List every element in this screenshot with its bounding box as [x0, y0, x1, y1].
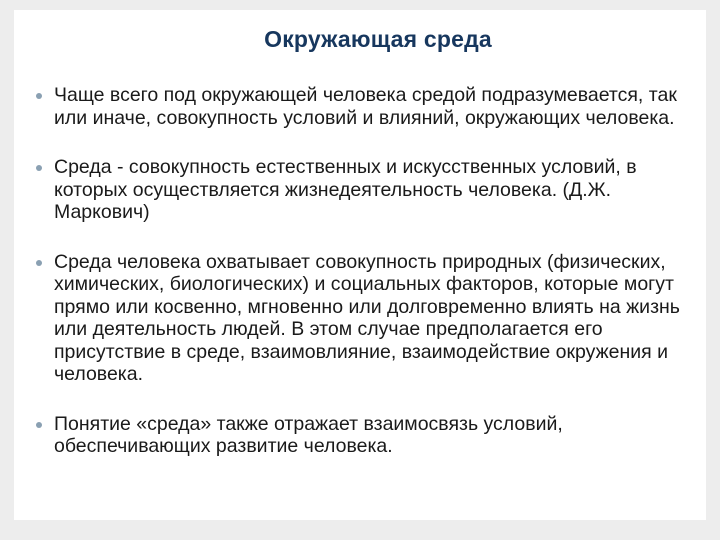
- bullet-text: Понятие «среда» также отражает взаимосвязь условий, обеспечивающих развитие человека.: [54, 412, 563, 457]
- bullet-item: [28, 156, 692, 224]
- bullet-dot-icon: [36, 422, 42, 428]
- bullet-list: [28, 84, 692, 485]
- bullet-item: [28, 413, 692, 458]
- slide: [14, 10, 706, 520]
- bullet-text: Среда человека охватывает совокупность природных (физических, химических, биологических) и социальных факторов, которые могут прямо или косвенно, мгновенно или долговременно влиять на жизнь или деятельность людей. В этом случае предполагается его присутствие в среде, взаимовлияние, взаимодействие окружения и человека.: [54, 250, 680, 385]
- bullet-text: Чаще всего под окружающей человека средой подразумевается, так или иначе, совокупность условий и влияний, окружающих человека.: [54, 84, 677, 129]
- bullet-dot-icon: [36, 260, 42, 266]
- bullet-dot-icon: [36, 93, 42, 99]
- bullet-item: [28, 84, 692, 129]
- bullet-dot-icon: [36, 165, 42, 171]
- slide-title: Окружающая среда: [264, 26, 492, 52]
- bullet-item: [28, 251, 692, 386]
- bullet-text: Среда - совокупность естественных и искусственных условий, в которых осуществляется жизнедеятельность человека. (Д.Ж. Маркович): [54, 156, 637, 223]
